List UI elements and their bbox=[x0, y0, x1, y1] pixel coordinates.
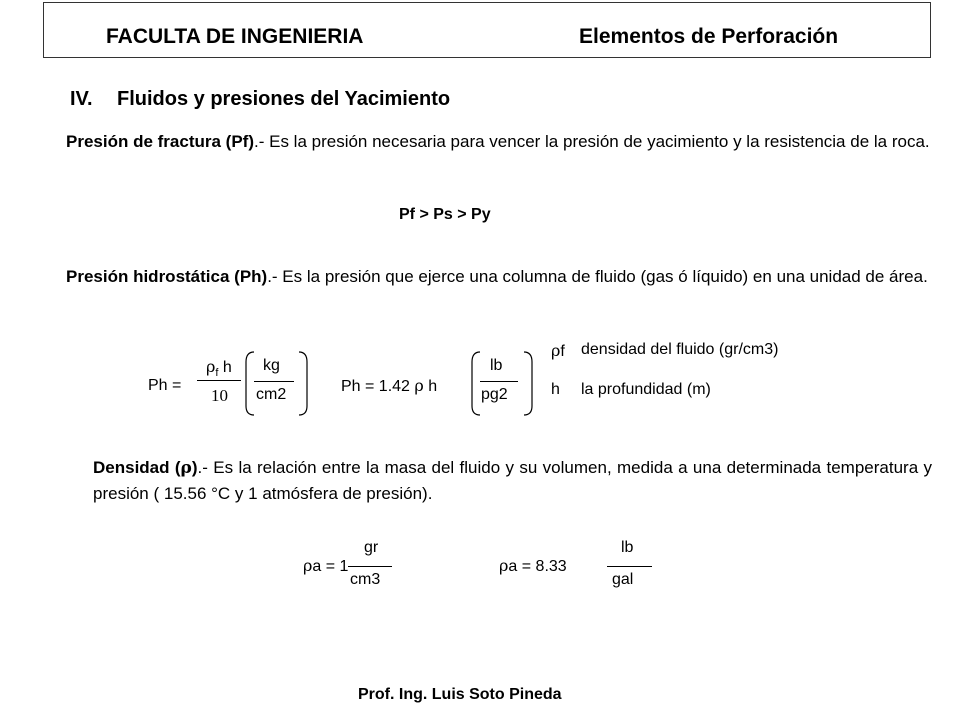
formula4-fraction-line bbox=[607, 566, 652, 567]
formula1-numerator bbox=[206, 357, 232, 379]
legend-density-desc: densidad del fluido (gr/cm3) bbox=[581, 341, 779, 358]
fractura-paragraph bbox=[66, 129, 932, 154]
fractura-term: Presión de fractura (Pf) bbox=[66, 132, 254, 151]
footer-author: Prof. Ing. Luis Soto Pineda bbox=[358, 686, 562, 703]
rho-symbol: ρ bbox=[499, 556, 509, 575]
section-number: IV. bbox=[70, 88, 93, 110]
formula2-parentheses bbox=[470, 352, 535, 417]
rho-symbol: ρ bbox=[206, 357, 216, 376]
formula2-unit-den: pg2 bbox=[481, 386, 508, 403]
formula1-lhs: Ph = bbox=[148, 377, 182, 394]
hidrostatica-text: .- Es la presión que ejerce una columna de fluido (gas ó líquido) en una unidad de área. bbox=[267, 267, 928, 286]
formula3-fraction-line bbox=[348, 566, 392, 567]
hidrostatica-paragraph bbox=[66, 264, 932, 289]
formula1-parentheses bbox=[244, 352, 309, 417]
formula4-numerator: lb bbox=[621, 539, 634, 556]
legend-depth-desc: la profundidad (m) bbox=[581, 381, 711, 398]
formula2-h: h bbox=[423, 378, 438, 395]
fractura-text: .- Es la presión necesaria para vencer la presión de yacimiento y la resistencia de la roca. bbox=[254, 132, 930, 151]
header-course: Elementos de Perforación bbox=[579, 25, 839, 48]
formula4-denominator: gal bbox=[612, 571, 634, 588]
formula3-denominator: cm3 bbox=[350, 571, 381, 588]
rho-symbol: ρ bbox=[180, 458, 192, 478]
formula1-fraction-line bbox=[197, 380, 241, 381]
formula2-unit-num: lb bbox=[490, 357, 503, 374]
densidad-text: .- Es la relación entre la masa del fluido y su volumen, medida a una determinada temperatura y presión ( 15.56 °C y 1 atmósfera de presión). bbox=[93, 458, 932, 503]
densidad-paragraph bbox=[93, 455, 932, 506]
legend-rho-f bbox=[551, 341, 565, 361]
formula2-coefficient: Ph = 1.42 bbox=[341, 378, 410, 395]
rho-symbol: ρ bbox=[414, 376, 424, 395]
formula1-subscript: f bbox=[215, 367, 219, 380]
formula4-value: a = 8.33 bbox=[508, 558, 567, 575]
legend-symbol-f: f bbox=[560, 343, 565, 360]
formula4-lhs bbox=[499, 556, 567, 576]
formula3-value: a = 1 bbox=[312, 558, 349, 575]
formula1-unit-num: kg bbox=[263, 357, 280, 374]
formula1-h: h bbox=[218, 359, 232, 376]
formula3-lhs bbox=[303, 556, 348, 576]
rho-symbol: ρ bbox=[303, 556, 313, 575]
formula1-unit-den: cm2 bbox=[256, 386, 287, 403]
densidad-term: Densidad (ρ) bbox=[93, 458, 198, 478]
rho-symbol: ρ bbox=[551, 341, 561, 360]
page-header bbox=[43, 2, 931, 58]
section-title bbox=[70, 88, 450, 111]
formula3-numerator: gr bbox=[364, 539, 379, 556]
pressure-relation: Pf > Ps > Py bbox=[399, 206, 491, 223]
legend-symbol-h: h bbox=[551, 381, 560, 398]
formula2-lhs bbox=[341, 376, 437, 396]
formula1-denominator: 10 bbox=[211, 386, 228, 405]
header-faculty: FACULTA DE INGENIERIA bbox=[106, 25, 364, 48]
hidrostatica-term: Presión hidrostática (Ph) bbox=[66, 267, 268, 286]
section-title-text: Fluidos y presiones del Yacimiento bbox=[117, 88, 451, 110]
